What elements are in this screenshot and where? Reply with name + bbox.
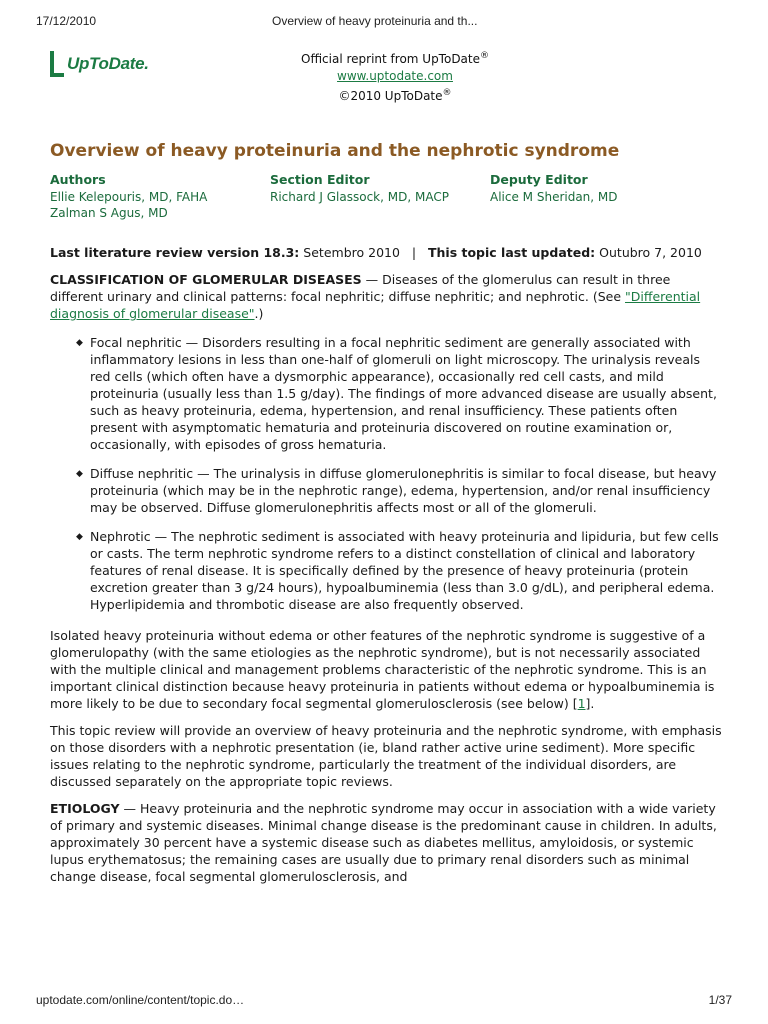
etiology-text: — Heavy proteinuria and the nephrotic syndrome may occur in association with a wide variety of primary and systemic diseases. Minimal change disease is the predominant cause in children. In adults, approximately 30 percent have a systemic disease such as diabetes mellitus, amyloidosis, or systemic lupus erythematosus; the remaining cases are usually due to primary renal disorders such as minimal change disease, focal segmental glomerulosclerosis, and <box>50 801 717 884</box>
list-item-text: Focal nephritic — Disorders resulting in a focal nephritic sediment are generally associated with inflammatory lesions in less than one-half of glomeruli on light microscopy. The urinalysis reveals red cells (which often have a dysmorphic appearance), occasionally red cell casts, and mild proteinuria (usually less than 1.5 g/day). The findings of more advanced disease are usually absent, such as heavy proteinuria, edema, hypertension, and renal insufficiency. These patients often present with asymptomatic hematuria and proteinuria discovered on routine examination or, occasionally, with episodes of gross hematuria. <box>90 335 717 452</box>
print-date: 17/12/2010 <box>36 14 97 28</box>
classification-paragraph <box>50 271 722 322</box>
logo-text: UpToDate. <box>67 54 149 73</box>
uptodate-link[interactable]: www.uptodate.com <box>337 69 453 83</box>
list-item-text: Nephrotic — The nephrotic sediment is associated with heavy proteinuria and lipiduria, but few cells or casts. The term nephrotic syndrome refers to a distinct constellation of clinical and laboratory features of renal disease. It is specifically defined by the presence of heavy proteinuria (protein excretion greater than 3 g/24 hours), hypoalbuminemia (less than 3.0 g/dL), and peripheral edema. Hyperlipidemia and thrombotic disease are also frequently observed. <box>90 529 719 612</box>
deputy-editor-column <box>490 172 618 205</box>
reference-link[interactable]: 1 <box>577 696 586 711</box>
list-item <box>50 334 722 453</box>
bullet-icon: ◆ <box>76 532 83 542</box>
author-name[interactable]: Zalman S Agus, MD <box>50 206 168 220</box>
reprint-notice <box>290 48 500 105</box>
page-number: 1/37 <box>708 993 732 1007</box>
authors-heading: Authors <box>50 172 106 187</box>
review-version-label: Last literature review version 18.3: <box>50 245 300 260</box>
reprint-line <box>290 48 500 68</box>
section-editor-heading: Section Editor <box>270 172 370 187</box>
bullet-icon: ◆ <box>76 469 83 479</box>
isolated-proteinuria-paragraph <box>50 627 722 712</box>
last-updated-value: Outubro 7, 2010 <box>599 245 702 260</box>
authors-column <box>50 172 207 221</box>
last-updated-label: This topic last updated: <box>427 245 596 260</box>
glomerular-patterns-list <box>50 334 722 613</box>
author-name[interactable]: Ellie Kelepouris, MD, FAHA <box>50 190 208 204</box>
classification-heading: CLASSIFICATION OF GLOMERULAR DISEASES <box>50 272 362 287</box>
classification-text: — Diseases of the glomerulus can result in three different urinary and clinical patterns: focal nephritic; diffuse nephritic; and nephrotic. (See <box>50 272 671 304</box>
reprint-text: Official reprint from UpToDate <box>301 52 480 66</box>
review-separator: | <box>411 245 417 260</box>
deputy-editor-name[interactable]: Alice M Sheridan, MD <box>490 190 618 204</box>
section-editor-column <box>270 172 449 205</box>
etiology-paragraph <box>50 800 722 885</box>
etiology-heading: ETIOLOGY <box>50 801 120 816</box>
registered-mark: ® <box>480 51 489 61</box>
list-item-text: Diffuse nephritic — The urinalysis in diffuse glomerulonephritis is similar to focal disease, but heavy proteinuria (which may be in the nephrotic range), edema, hypertension, and/or renal insufficiency may be observed. Diffuse glomerulonephritis affects most or all of the glomeruli. <box>90 466 717 515</box>
bullet-icon: ◆ <box>76 338 83 348</box>
review-version-value: Setembro 2010 <box>303 245 400 260</box>
paragraph-text: Isolated heavy proteinuria without edema or other features of the nephrotic syndrome is suggestive of a glomerulopathy (with the same etiologies as the nephrotic syndrome), but is not necessarily associated with the multiple clinical and management problems characteristic of the nephrotic syndrome. This is an important clinical distinction because heavy proteinuria in patients without edema or hypoalbuminemia is more likely to be due to secondary focal segmental glomerulosclerosis (see below) [ <box>50 628 715 711</box>
copyright-text: ©2010 UpToDate <box>338 89 443 103</box>
section-editor-name[interactable]: Richard J Glassock, MD, MACP <box>270 190 449 204</box>
paragraph-tail: ]. <box>585 696 595 711</box>
article-title: Overview of heavy proteinuria and the nephrotic syndrome <box>50 141 620 161</box>
overview-paragraph: This topic review will provide an overview of heavy proteinuria and the nephrotic syndrome, with emphasis on those disorders with a nephrotic presentation (ie, bland rather active urine sediment). More specific issues relating to the nephrotic syndrome, particularly the treatment of the individual disorders, are discussed separately on the appropriate topic reviews. <box>50 723 722 789</box>
uptodate-logo[interactable] <box>50 46 154 82</box>
article-body <box>50 244 722 895</box>
print-page-title: Overview of heavy proteinuria and th... <box>272 14 478 28</box>
print-url: uptodate.com/online/content/topic.do… <box>36 993 245 1007</box>
copyright-line <box>290 85 500 105</box>
list-item <box>50 465 722 516</box>
deputy-editor-heading: Deputy Editor <box>490 172 588 187</box>
registered-mark: ® <box>442 88 452 98</box>
differential-diagnosis-link[interactable]: "Differential diagnosis of glomerular disease" <box>50 289 701 321</box>
logo-mark-icon <box>50 51 64 77</box>
list-item <box>50 528 722 613</box>
review-info <box>50 244 722 261</box>
classification-tail: .) <box>254 306 264 321</box>
